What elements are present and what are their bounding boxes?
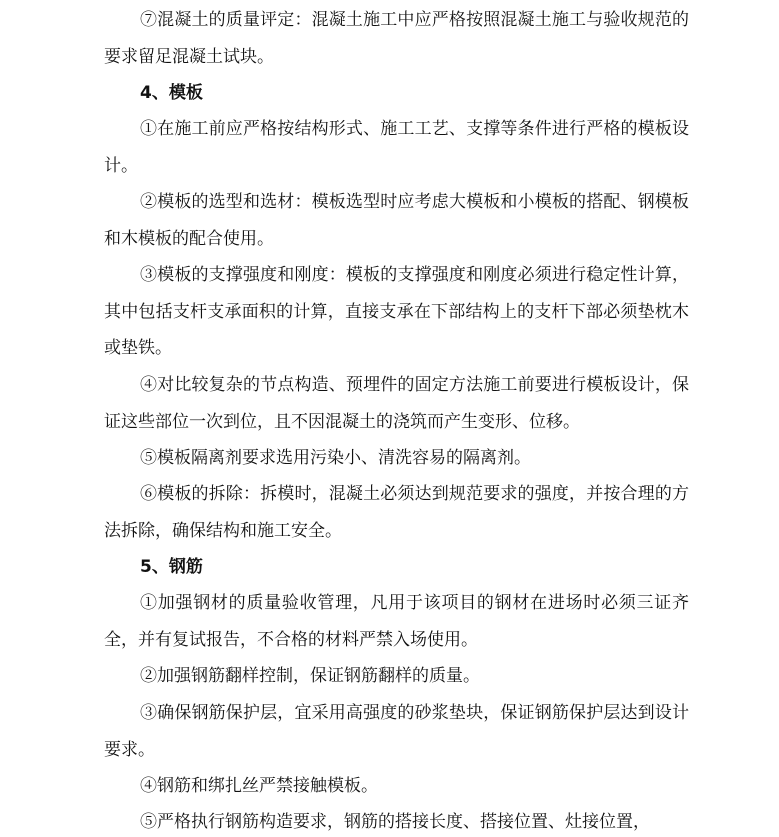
paragraph-rebar-5: ⑤严格执行钢筋构造要求，钢筋的搭接长度、搭接位置、灶接位置，: [140, 812, 650, 832]
paragraph-rebar-3: ③确保钢筋保护层，宜采用高强度的砂浆垫块，保证钢筋保护层达到设计要求。: [104, 703, 689, 760]
paragraph-rebar-1: ①加强钢材的质量验收管理，凡用于该项目的钢材在进场时必须三证齐全，并有复试报告，不合格的材料严禁入场使用。: [104, 593, 689, 650]
paragraph-formwork-2: ②模板的选型和选材：模板选型时应考虑大模板和小模板的搭配、钢模板和木模板的配合使用。: [104, 192, 689, 249]
paragraph-formwork-1: ①在施工前应严格按结构形式、施工工艺、支撑等条件进行严格的模板设计。: [104, 119, 689, 176]
paragraph-rebar-4: ④钢筋和绑扎丝严禁接触模板。: [140, 776, 378, 796]
paragraph-formwork-5: ⑤模板隔离剂要求选用污染小、清洗容易的隔离剂。: [140, 448, 531, 468]
section-heading-rebar: 5、钢筋: [140, 557, 203, 577]
paragraph-formwork-4: ④对比较复杂的节点构造、预埋件的固定方法施工前要进行模板设计，保证这些部位一次到位，且不因混凝土的浇筑而产生变形、位移。: [104, 375, 689, 432]
section-heading-formwork: 4、模板: [140, 83, 203, 103]
paragraph-formwork-3: ③模板的支撑强度和刚度：模板的支撑强度和刚度必须进行稳定性计算，其中包括支杆支承面积的计算，直接支承在下部结构上的支杆下部必须垫枕木或垫铁。: [104, 265, 689, 358]
paragraph-concrete-quality-evaluation: ⑦混凝土的质量评定：混凝土施工中应严格按照混凝土施工与验收规范的要求留足混凝土试块。: [104, 10, 689, 67]
paragraph-formwork-6: ⑥模板的拆除：拆模时，混凝土必须达到规范要求的强度，并按合理的方法拆除，确保结构和施工安全。: [104, 484, 689, 541]
paragraph-rebar-2: ②加强钢筋翻样控制，保证钢筋翻样的质量。: [140, 666, 480, 686]
